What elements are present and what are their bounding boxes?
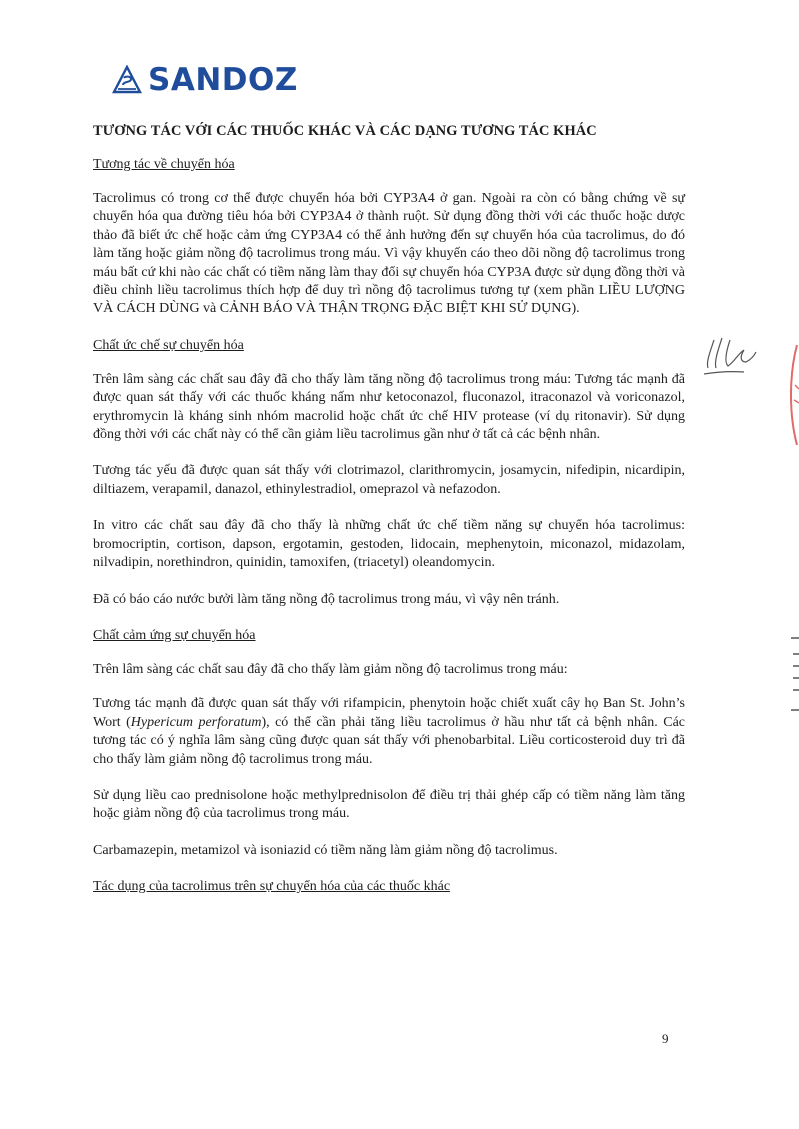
page-heading: TƯƠNG TÁC VỚI CÁC THUỐC KHÁC VÀ CÁC DẠNG TƯƠNG TÁC KHÁC [93,123,597,139]
sandoz-logo [112,62,298,98]
stamp-fragment [785,345,799,445]
paragraph: In vitro các chất sau đây đã cho thấy là những chất ức chế tiềm năng sự chuyển hóa tacrolimus: bromocriptin, cortison, dapson, ergotamin, gestoden, lidocain, mephenytoin, miconazol, midazolam, nilvadipin, norethindron, quinidin, tamoxifen, (triacetyl) oleandomycin. [93,518,685,571]
handwritten-initials [700,330,770,380]
section-title-inhibitors: Chất ức chế sự chuyển hóa [93,337,244,353]
paragraph: Tacrolimus có trong cơ thể được chuyển hóa bởi CYP3A4 ở gan. Ngoài ra còn có bằng chứng về sự chuyển hóa qua đường tiêu hóa bởi CYP3A4 ở thành ruột. Sử dụng đồng thời với các thuốc hoặc dược thảo đã biết ức chế hoặc cảm ứng CYP3A4 có thể ảnh hưởng đến sự chuyển hóa của tacrolimus, do đó làm tăng hoặc giảm nồng độ tacrolimus trong máu. Vì vậy khuyến cáo theo dõi nồng độ tacrolimus trong máu bất cứ khi nào các chất có tiềm năng làm thay đổi sự chuyển hóa CYP3A được sử dụng đồng thời và điều chỉnh liều tacrolimus thích hợp để duy trì nồng độ tacrolimus tương tự (xem phần LIỀU LƯỢNG VÀ CÁCH DÙNG và CẢNH BÁO VÀ THẬN TRỌNG ĐẶC BIỆT KHI SỬ DỤNG). [93,191,685,317]
paragraph: Tương tác yếu đã được quan sát thấy với clotrimazol, clarithromycin, josamycin, nifedipin, nicardipin, diltiazem, verapamil, danazol, ethinylestradiol, omeprazol và nefazodon. [93,463,685,497]
section-title-inducers: Chất cảm ứng sự chuyển hóa [93,627,256,643]
sandoz-logo-icon [112,65,142,95]
brand-name: SANDOZ [148,62,298,98]
paragraph: Sử dụng liều cao prednisolone hoặc methylprednisolon để điều trị thải ghép cấp có tiềm năng làm tăng hoặc giảm nồng độ của tacrolimus trong máu. [93,787,685,822]
paragraph: Đã có báo cáo nước bưởi làm tăng nồng độ tacrolimus trong máu, vì vậy nên tránh. [93,591,560,607]
paragraph: Tương tác mạnh đã được quan sát thấy với rifampicin, phenytoin hoặc chiết xuất cây họ Ban St. John’s Wort (Hypericum perforatum), có thể cần phải tăng liều tacrolimus ở hầu như tất cả bệnh nhân. Các tương tác có ý nghĩa lâm sàng cũng được quan sát thấy với phenobarbital. Liều corticosteroid duy trì đã cho thấy làm giảm nồng độ tacrolimus trong máu. [93,696,685,767]
section-title-effects: Tác dụng của tacrolimus trên sự chuyển hóa của các thuốc khác [93,879,451,895]
section-title-metabolism: Tương tác về chuyển hóa [93,157,235,172]
paragraph: Trên lâm sàng các chất sau đây đã cho thấy làm tăng nồng độ tacrolimus trong máu: Tương tác mạnh đã được quan sát thấy với các thuốc kháng nấm như ketoconazol, fluconazol, itraconazol và voriconazol, erythromycin là kháng sinh nhóm macrolid hoặc chất ức chế HIV protease (ví dụ ritonavir). Sử dụng đồng thời với các chất này có thể cần giảm liều tacrolimus gần như ở tất cả các bệnh nhân. [93,371,685,443]
paragraph: Trên lâm sàng các chất sau đây đã cho thấy làm giảm nồng độ tacrolimus trong máu: [93,661,568,677]
document-body [93,123,685,912]
paragraph: Carbamazepin, metamizol và isoniazid có tiềm năng làm giảm nồng độ tacrolimus. [93,842,558,858]
edge-marks [787,630,799,720]
page-number: 9 [662,1031,669,1046]
